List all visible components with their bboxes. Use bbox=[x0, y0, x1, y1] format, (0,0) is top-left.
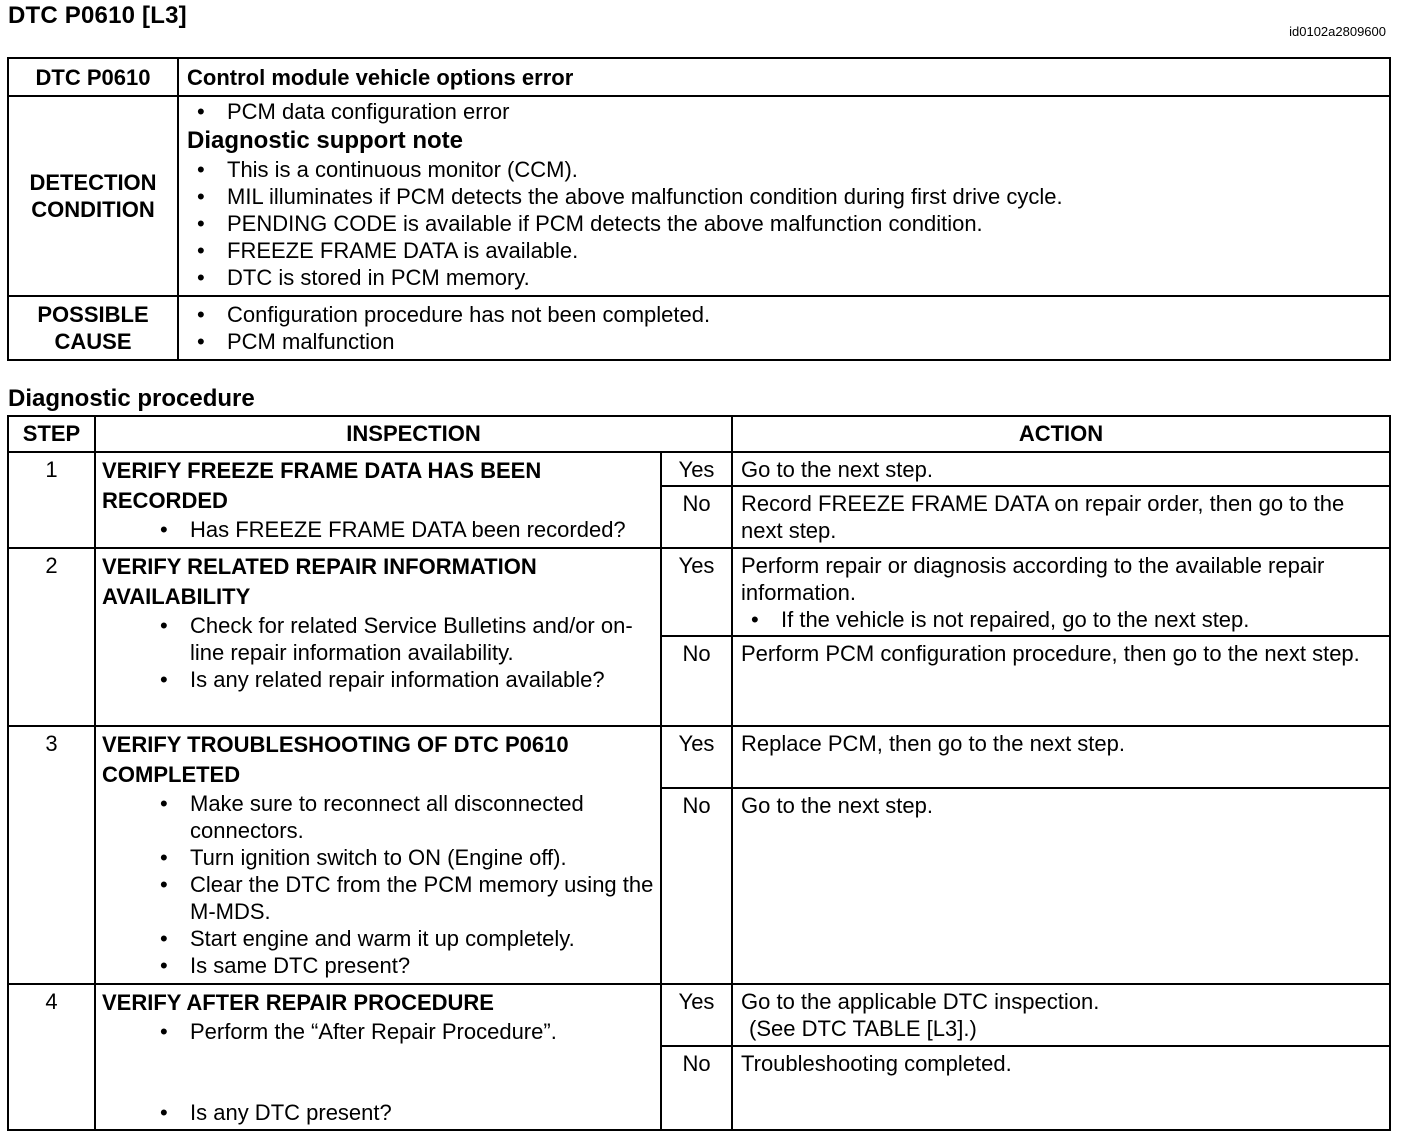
detection-condition-label bbox=[8, 96, 178, 296]
no-action: Record FREEZE FRAME DATA on repair order, then go to the next step. bbox=[732, 486, 1390, 548]
step-title: VERIFY FREEZE FRAME DATA HAS BEEN RECORDED bbox=[102, 458, 542, 513]
inspection-item: • Is same DTC present? bbox=[190, 952, 654, 979]
header-inspection: INSPECTION bbox=[95, 416, 732, 452]
no-label: No bbox=[661, 788, 732, 984]
diagnostic-procedure-table bbox=[7, 415, 1391, 1131]
support-item: • DTC is stored in PCM memory. bbox=[227, 264, 1381, 291]
detection-condition-text: DETECTION CONDITION bbox=[29, 170, 157, 222]
no-label: No bbox=[661, 636, 732, 726]
no-action: Perform PCM configuration procedure, then go to the next step. bbox=[732, 636, 1390, 726]
inspection-item: • Check for related Service Bulletins and/or on-line repair information availability. bbox=[190, 612, 654, 666]
step-title: VERIFY AFTER REPAIR PROCEDURE bbox=[102, 990, 494, 1015]
cause-item: • Configuration procedure has not been completed. bbox=[227, 301, 1381, 328]
header-action: ACTION bbox=[732, 416, 1390, 452]
support-item: • FREEZE FRAME DATA is available. bbox=[227, 237, 1381, 264]
document-title: DTC P0610 [L3] bbox=[8, 2, 187, 29]
dtc-code-label: DTC P0610 bbox=[8, 58, 178, 96]
yes-label: Yes bbox=[661, 548, 732, 636]
inspection-item: • Has FREEZE FRAME DATA been recorded? bbox=[190, 516, 654, 543]
possible-cause-cell bbox=[178, 296, 1390, 360]
step-title: VERIFY TROUBLESHOOTING OF DTC P0610 COMPLETED bbox=[102, 732, 569, 787]
yes-action-reference: (See DTC TABLE [L3].) bbox=[749, 1016, 977, 1041]
inspection-item: • Make sure to reconnect all disconnected connectors. bbox=[190, 790, 654, 844]
inspection-item: • Is any DTC present? bbox=[190, 1099, 654, 1126]
step-inspection bbox=[95, 548, 661, 726]
inspection-item: • Perform the “After Repair Procedure”. bbox=[190, 1018, 654, 1045]
yes-label: Yes bbox=[661, 984, 732, 1046]
yes-action-subitem: • If the vehicle is not repaired, go to the next step. bbox=[781, 606, 1383, 633]
yes-action: Go to the next step. bbox=[732, 452, 1390, 486]
no-action: Go to the next step. bbox=[732, 788, 1390, 984]
support-item: • PENDING CODE is available if PCM detects the above malfunction condition. bbox=[227, 210, 1381, 237]
step-number: 4 bbox=[8, 984, 95, 1130]
support-note-title: Diagnostic support note bbox=[187, 127, 463, 154]
yes-label: Yes bbox=[661, 452, 732, 486]
yes-action-cell bbox=[732, 984, 1390, 1046]
yes-action: Go to the applicable DTC inspection. bbox=[741, 989, 1100, 1014]
inspection-item: • Clear the DTC from the PCM memory using the M-MDS. bbox=[190, 871, 654, 925]
document-id: id0102a2809600 bbox=[1289, 24, 1386, 39]
inspection-item: • Start engine and warm it up completely. bbox=[190, 925, 654, 952]
yes-label: Yes bbox=[661, 726, 732, 788]
detection-condition-cell bbox=[178, 96, 1390, 296]
header-step: STEP bbox=[8, 416, 95, 452]
step-number: 2 bbox=[8, 548, 95, 726]
step-inspection bbox=[95, 726, 661, 984]
no-label: No bbox=[661, 1046, 732, 1130]
yes-action: Replace PCM, then go to the next step. bbox=[732, 726, 1390, 788]
inspection-item: • Is any related repair information available? bbox=[190, 666, 654, 693]
dtc-description: Control module vehicle options error bbox=[178, 58, 1390, 96]
step-inspection bbox=[95, 452, 661, 548]
detection-item: • PCM data configuration error bbox=[227, 98, 1381, 125]
dtc-info-table bbox=[7, 57, 1391, 361]
possible-cause-label bbox=[8, 296, 178, 360]
step-number: 3 bbox=[8, 726, 95, 984]
step-title: VERIFY RELATED REPAIR INFORMATION AVAILABILITY bbox=[102, 554, 537, 609]
yes-action: Perform repair or diagnosis according to the available repair information. bbox=[741, 553, 1325, 605]
step-inspection bbox=[95, 984, 661, 1130]
step-number: 1 bbox=[8, 452, 95, 548]
support-item: • MIL illuminates if PCM detects the above malfunction condition during first drive cycle. bbox=[227, 183, 1381, 210]
inspection-item: • Turn ignition switch to ON (Engine off). bbox=[190, 844, 654, 871]
no-action: Troubleshooting completed. bbox=[732, 1046, 1390, 1130]
yes-action-cell bbox=[732, 548, 1390, 636]
procedure-heading: Diagnostic procedure bbox=[8, 385, 255, 412]
support-item: • This is a continuous monitor (CCM). bbox=[227, 156, 1381, 183]
cause-item: • PCM malfunction bbox=[227, 328, 1381, 355]
no-label: No bbox=[661, 486, 732, 548]
possible-cause-text: POSSIBLE CAUSE bbox=[37, 302, 149, 354]
